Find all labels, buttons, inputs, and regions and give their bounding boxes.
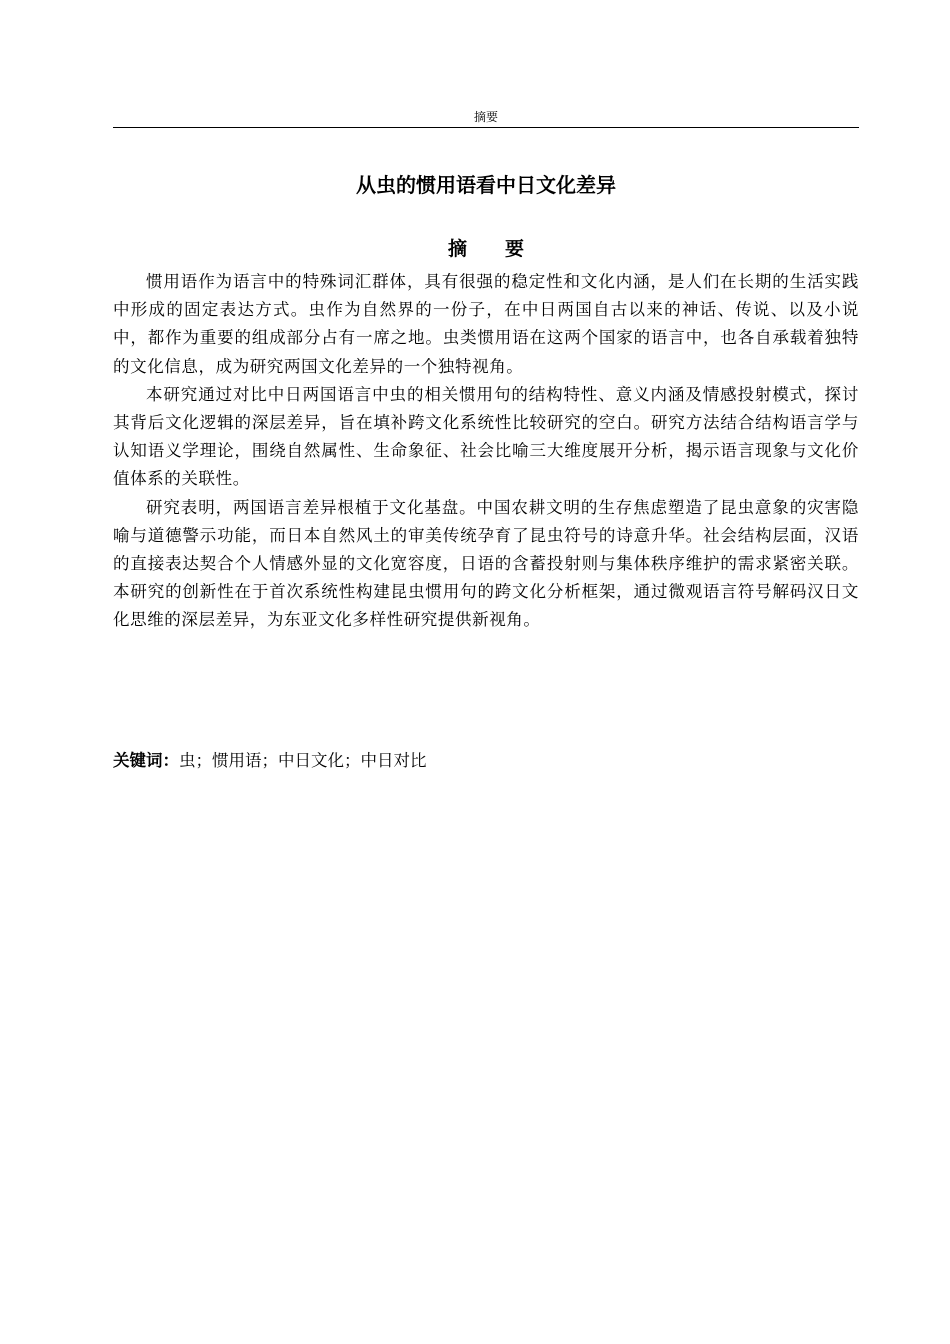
abstract-body	[113, 268, 859, 635]
abstract-paragraph-3: 研究表明，两国语言差异根植于文化基盘。中国农耕文明的生存焦虑塑造了昆虫意象的灾害隐喻与道德警示功能，而日本自然风土的审美传统孕育了昆虫符号的诗意升华。社会结构层面，汉语的直接表达契合个人情感外显的文化宽容度，日语的含蓄投射则与集体秩序维护的需求紧密关联。本研究的创新性在于首次系统性构建昆虫惯用句的跨文化分析框架，通过微观语言符号解码汉日文化思维的深层差异，为东亚文化多样性研究提供新视角。	[113, 497, 859, 630]
keywords-label: 关键词：	[113, 751, 179, 770]
abstract-heading: 摘要	[447, 238, 562, 260]
abstract-paragraph-1: 惯用语作为语言中的特殊词汇群体，具有很强的稳定性和文化内涵，是人们在长期的生活实践中形成的固定表达方式。虫作为自然界的一份子，在中日两国自古以来的神话、传说、以及小说中，都作为重要的组成部分占有一席之地。虫类惯用语在这两个国家的语言中，也各自承载着独特的文化信息，成为研究两国文化差异的一个独特视角。	[113, 272, 859, 376]
keywords-line	[113, 747, 859, 775]
document-title: 从虫的惯用语看中日文化差异	[356, 173, 616, 197]
keywords-list: 虫；惯用语；中日文化；中日对比	[179, 751, 427, 770]
abstract-paragraph-2: 本研究通过对比中日两国语言中虫的相关惯用句的结构特性、意义内涵及情感投射模式，探讨其背后文化逻辑的深层差异，旨在填补跨文化系统性比较研究的空白。研究方法结合结构语言学与认知语义学理论，围绕自然属性、生命象征、社会比喻三大维度展开分析，揭示语言现象与文化价值体系的关联性。	[113, 384, 859, 489]
running-header: 摘要	[113, 108, 859, 128]
